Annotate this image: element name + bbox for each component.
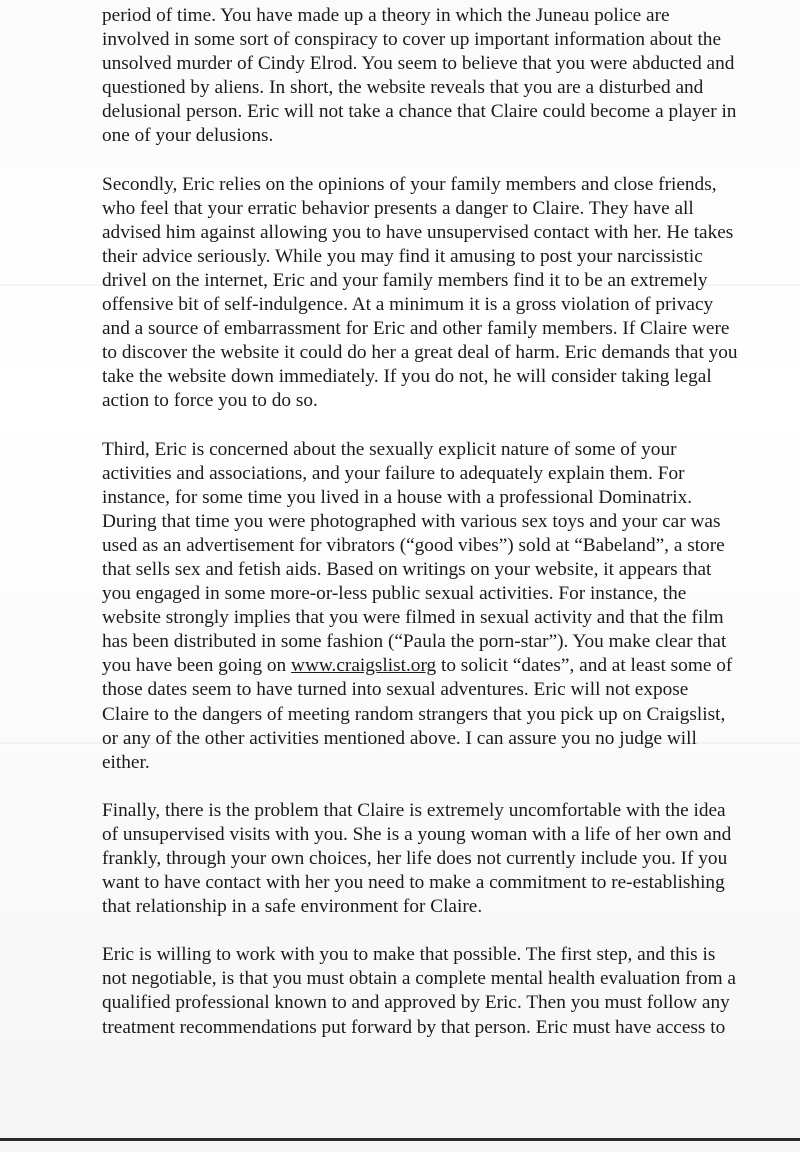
text-line: has been distributed in some fashion (“Paula the porn-star”). You make clear that <box>102 631 727 653</box>
paragraph-mental-health-evaluation <box>102 943 800 1039</box>
text-line: drivel on the internet, Eric and your family members find it to be an extremely <box>102 269 708 291</box>
paragraph-gap <box>102 414 800 438</box>
text-line: used as an advertisement for vibrators (“good vibes”) sold at “Babeland”, a store <box>102 534 725 556</box>
craigslist-link[interactable]: www.craigslist.org <box>291 655 437 677</box>
text-line: those dates seem to have turned into sexual adventures. Eric will not expose <box>102 679 689 701</box>
text-segment: to solicit “dates”, and at least some of <box>436 655 733 677</box>
text-line: who feel that your erratic behavior presents a danger to Claire. They have all <box>102 197 694 219</box>
text-line: not negotiable, is that you must obtain a complete mental health evaluation from a <box>102 968 736 990</box>
text-line: questioned by aliens. In short, the website reveals that you are a disturbed and <box>102 77 704 99</box>
text-line: take the website down immediately. If you do not, he will consider taking legal <box>102 366 712 388</box>
text-line: you engaged in some more-or-less public sexual activities. For instance, the <box>102 583 687 605</box>
text-line: Third, Eric is concerned about the sexually explicit nature of some of your <box>102 438 677 460</box>
text-line: involved in some sort of conspiracy to cover up important information about the <box>102 29 722 51</box>
text-line: action to force you to do so. <box>102 390 318 412</box>
text-line: Secondly, Eric relies on the opinions of your family members and close friends, <box>102 173 717 195</box>
text-line: that relationship in a safe environment for Claire. <box>102 896 483 918</box>
paragraph-gap <box>102 149 800 173</box>
letter-body <box>102 4 800 1040</box>
text-line: their advice seriously. While you may find it amusing to post your narcissistic <box>102 245 703 267</box>
text-line: and a source of embarrassment for Eric and other family members. If Claire were <box>102 318 730 340</box>
text-line: either. <box>102 751 150 773</box>
text-line-with-link <box>102 654 800 678</box>
text-line: period of time. You have made up a theory in which the Juneau police are <box>102 5 670 26</box>
text-line: activities and associations, and your failure to adequately explain them. For <box>102 462 685 484</box>
text-line: offensive bit of self-indulgence. At a minimum it is a gross violation of privacy <box>102 294 714 316</box>
text-line: instance, for some time you lived in a house with a professional Dominatrix. <box>102 486 693 508</box>
paragraph-gap <box>102 775 800 799</box>
text-line: Finally, there is the problem that Claire is extremely uncomfortable with the idea <box>102 799 726 821</box>
paragraph-unsupervised-visits <box>102 799 800 919</box>
text-line: one of your delusions. <box>102 125 274 147</box>
text-line: qualified professional known to and approved by Eric. Then you must follow any <box>102 992 730 1014</box>
text-line: treatment recommendations put forward by that person. Eric must have access to <box>102 1016 726 1038</box>
text-line: of unsupervised visits with you. She is a young woman with a life of her own and <box>102 823 732 845</box>
text-line: want to have contact with her you need to make a commitment to re-establishing <box>102 872 725 894</box>
text-line: advised him against allowing you to have unsupervised contact with her. He takes <box>102 221 734 243</box>
text-line: website strongly implies that you were filmed in sexual activity and that the film <box>102 607 724 629</box>
paragraph-gap <box>102 919 800 943</box>
text-line: Eric is willing to work with you to make that possible. The first step, and this is <box>102 944 716 966</box>
paragraph-delusions <box>102 4 800 149</box>
text-line: to discover the website it could do her a great deal of harm. Eric demands that you <box>102 342 738 364</box>
text-line: During that time you were photographed with various sex toys and your car was <box>102 510 721 532</box>
paragraph-sexual-activities <box>102 438 800 775</box>
paragraph-family-opinions <box>102 173 800 414</box>
text-line: or any of the other activities mentioned above. I can assure you no judge will <box>102 727 697 749</box>
text-line: Claire to the dangers of meeting random strangers that you pick up on Craigslist, <box>102 703 726 725</box>
text-line: frankly, through your own choices, her life does not currently include you. If you <box>102 848 728 869</box>
text-line: that sells sex and fetish aids. Based on writings on your website, it appears that <box>102 558 712 580</box>
text-line: unsolved murder of Cindy Elrod. You seem to believe that you were abducted and <box>102 53 735 75</box>
text-line: delusional person. Eric will not take a chance that Claire could become a player in <box>102 101 737 123</box>
text-segment: you have been going on <box>102 655 292 677</box>
page-bottom-edge <box>0 1138 800 1141</box>
